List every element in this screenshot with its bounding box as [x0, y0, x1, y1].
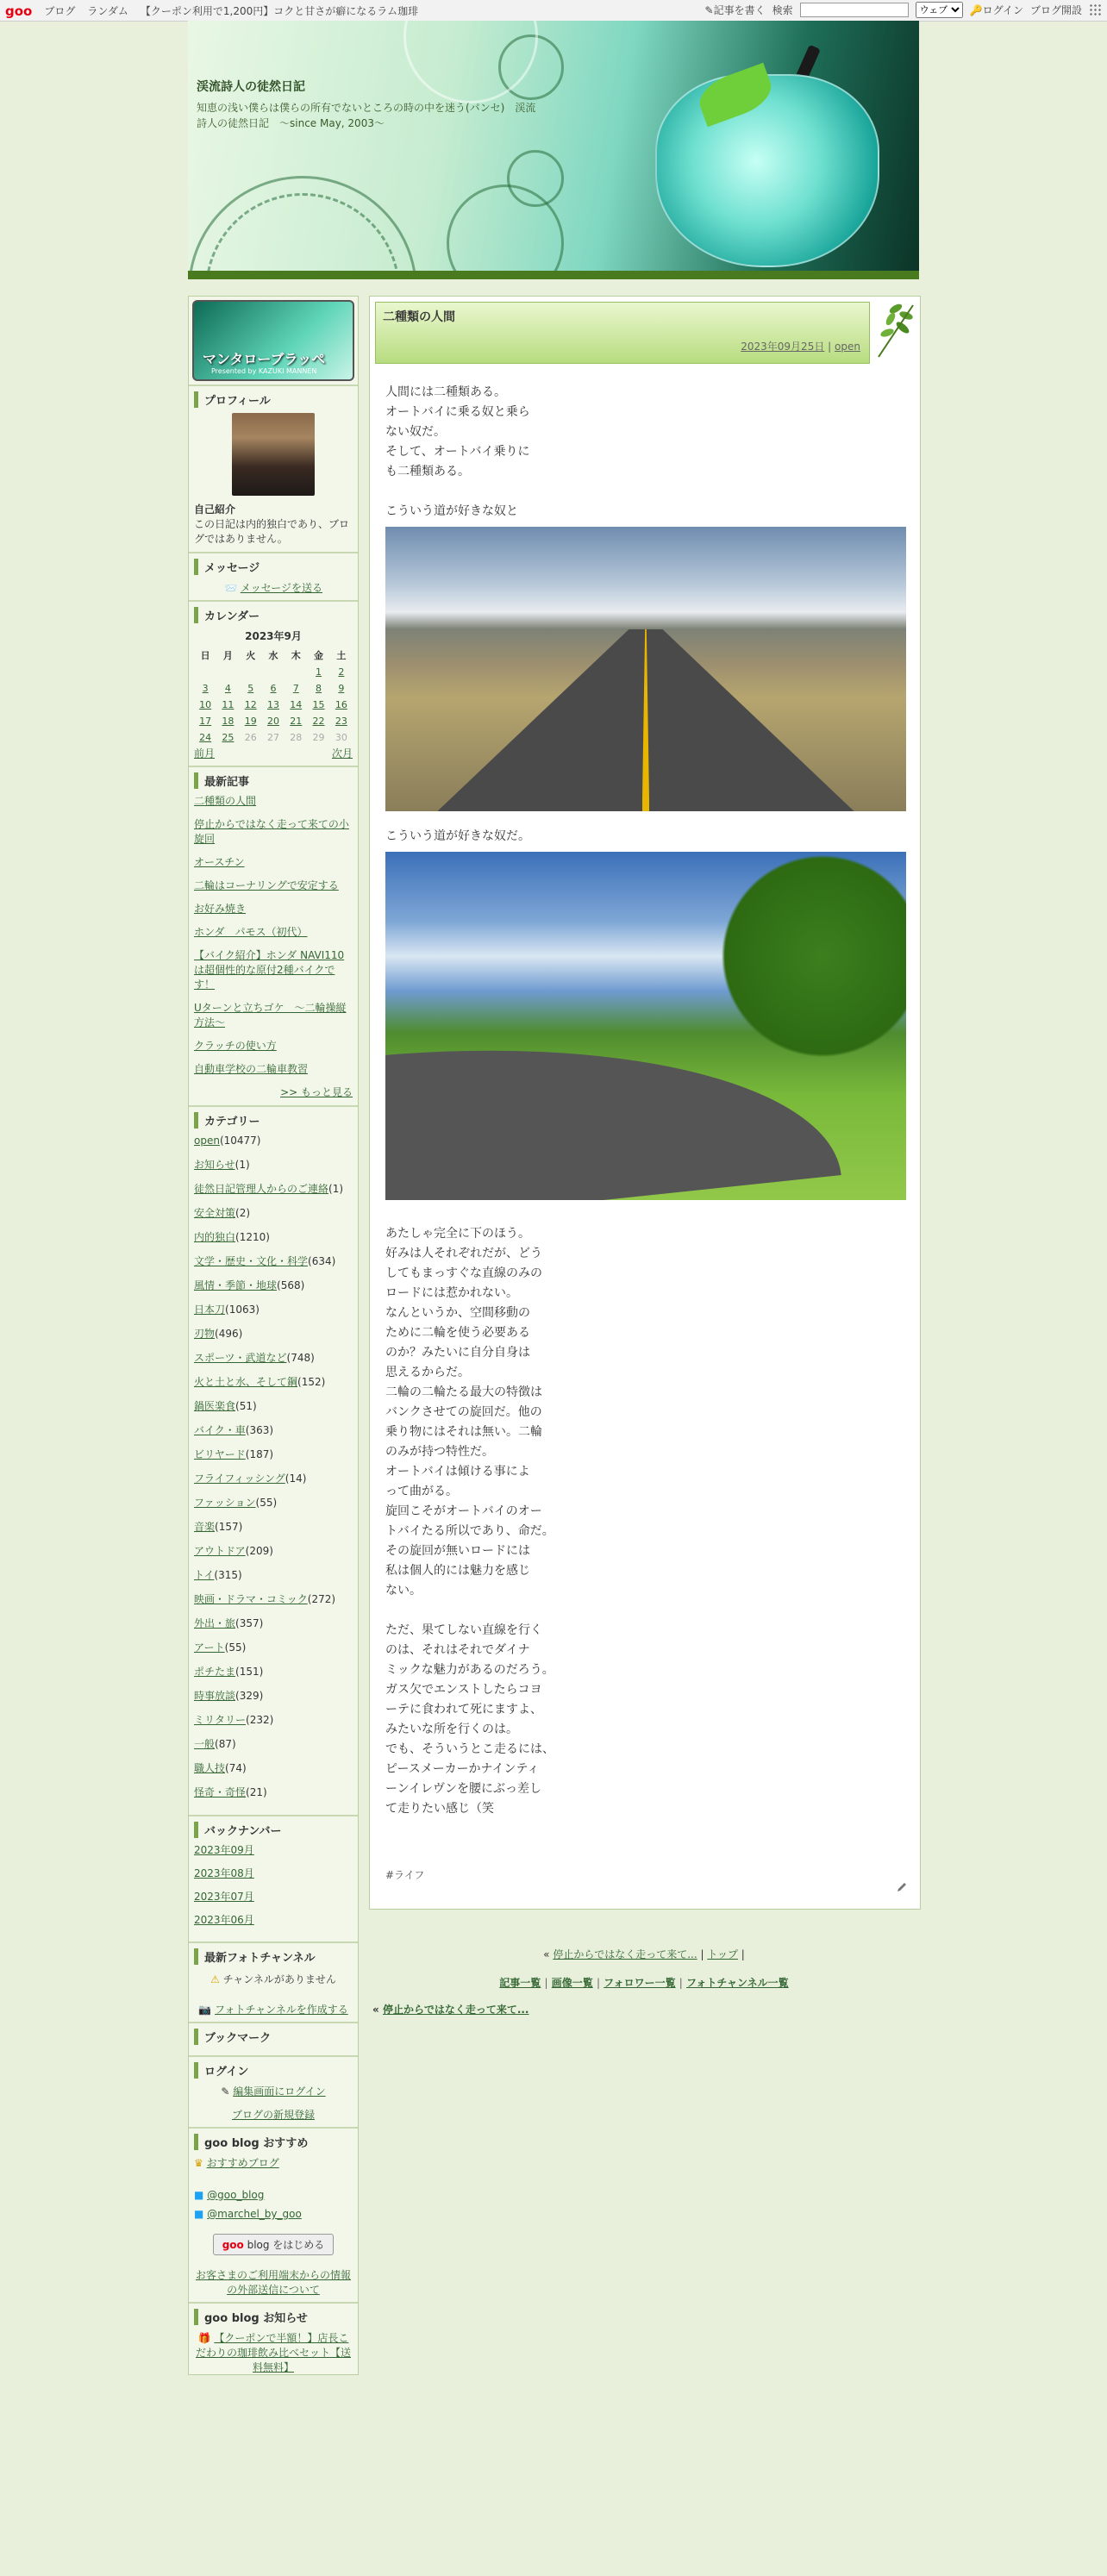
category-count: (272): [307, 1593, 336, 1605]
photo-channel-box: [189, 1941, 358, 2022]
backnumber-link[interactable]: 2023年07月: [194, 1891, 254, 1903]
calendar-day[interactable]: 4: [224, 683, 231, 694]
entry-text: 乗り物にはそれは無い。二輪: [385, 1425, 542, 1439]
category-item: [194, 1568, 353, 1583]
category-count: (496): [215, 1328, 243, 1340]
category-item: [194, 1713, 353, 1728]
category-item: [194, 1544, 353, 1559]
entry-text: ない奴だ。: [385, 425, 446, 439]
recent-post-link[interactable]: 自動車学校の二輪車教習: [194, 1063, 309, 1075]
calendar-day[interactable]: 22: [312, 716, 325, 727]
gift-icon: 🎁: [197, 2332, 211, 2344]
category-item: [194, 1230, 353, 1245]
goo-logo[interactable]: goo: [5, 3, 33, 19]
calendar-day[interactable]: 25: [222, 732, 235, 743]
category-count: (14): [285, 1472, 307, 1485]
calendar-day: 27: [266, 732, 279, 743]
recent-post-link[interactable]: ホンダ パモス（初代）: [194, 926, 308, 938]
calendar-day[interactable]: 21: [290, 716, 303, 727]
calendar-day: 30: [335, 732, 347, 743]
calendar-caption: 2023年9月: [245, 630, 302, 642]
category-link[interactable]: 徒然日記管理人からのご連絡: [194, 1183, 329, 1195]
pen-icon: ✎: [221, 2085, 230, 2098]
calendar-table: [194, 647, 353, 746]
category-item: [194, 1254, 353, 1269]
calendar-heading: カレンダー: [194, 607, 353, 623]
self-intro-label: 自己紹介: [194, 503, 236, 516]
topbar-link-ad[interactable]: 【クーポン利用で1,200円】コクと甘さが癖になるラム珈琲: [140, 5, 419, 17]
calendar-day[interactable]: 1: [316, 666, 322, 678]
recommended-blogs-link[interactable]: おすすめブログ: [206, 2157, 279, 2169]
weekday: 金: [314, 650, 324, 661]
external-transmission-link[interactable]: お客さまのご利用端末からの情報の外部送信について: [195, 2269, 351, 2296]
calendar-day: 28: [290, 732, 303, 743]
category-count: (10477): [219, 1135, 261, 1147]
start-goo-blog-button[interactable]: goo blog をはじめる: [213, 2234, 335, 2255]
entry-tag[interactable]: #ライフ: [385, 1869, 425, 1881]
category-link[interactable]: 一般: [194, 1738, 216, 1750]
entry-text: なんというか、空間移動の: [385, 1306, 530, 1320]
category-item: [194, 1279, 353, 1293]
prev-article: « 停止からではなく走って来て...: [372, 2004, 529, 2016]
category-count: (232): [246, 1714, 274, 1726]
category-count: (357): [235, 1617, 264, 1629]
weekday: 火: [246, 650, 256, 661]
recent-post-link[interactable]: 停止からではなく走って来ての小旋回: [194, 818, 349, 845]
category-count: (74): [225, 1762, 247, 1774]
category-item: [194, 1327, 353, 1341]
open-blog-link[interactable]: ブログ開設: [1029, 4, 1082, 16]
topbar-link-blog[interactable]: ブログ: [44, 5, 76, 17]
straight-road-photo[interactable]: [385, 527, 906, 811]
no-channel-text: チャンネルがありません: [222, 1973, 336, 1985]
create-photo-channel-link[interactable]: フォトチャンネルを作成する: [215, 2004, 348, 2016]
entry-text: ない。: [385, 1584, 422, 1597]
calendar-next-link[interactable]: 次月: [331, 747, 353, 760]
entry-text: ーンイレヴンを腰にぶっ差し: [385, 1782, 542, 1796]
recent-post-link[interactable]: 二輪はコーナリングで安定する: [194, 879, 339, 891]
category-count: (1063): [225, 1304, 260, 1316]
category-count: (51): [235, 1400, 257, 1412]
weekday: 日: [200, 650, 210, 661]
calendar-day: 26: [244, 732, 257, 743]
category-link[interactable]: open: [194, 1135, 220, 1147]
entry-text: バンクさせての旋回だ。他の: [385, 1405, 542, 1419]
shaved-ice-glass-image: [655, 74, 879, 267]
calendar-day[interactable]: 18: [222, 716, 235, 727]
category-link[interactable]: アート: [194, 1641, 225, 1654]
entry-text: 好みは人それぞれだが、どう: [385, 1247, 542, 1260]
calendar-box: [189, 600, 358, 766]
category-link[interactable]: ビリヤード: [194, 1448, 246, 1460]
entry-text: ために二輪を使う必要ある: [385, 1326, 530, 1340]
category-count: (21): [246, 1786, 267, 1798]
backnumber-link[interactable]: 2023年06月: [194, 1914, 254, 1926]
leaf-corner-icon: [861, 297, 916, 360]
pencil-icon: ✎: [704, 4, 714, 16]
entry-text: あたしゃ完全に下のほう。: [385, 1227, 530, 1241]
category-link[interactable]: ミリタリー: [194, 1714, 247, 1726]
calendar-day[interactable]: 12: [244, 699, 257, 710]
entry-text: ーテに食われて死にますよ、: [385, 1703, 542, 1716]
pager-top-link[interactable]: トップ: [707, 1948, 738, 1960]
calendar-day: 29: [312, 732, 325, 743]
category-count: (187): [245, 1448, 274, 1460]
send-message-link[interactable]: メッセージを送る: [240, 582, 323, 594]
weekday: 土: [336, 650, 347, 661]
envelope-icon: 📨: [223, 582, 237, 594]
category-link[interactable]: 火と土と水、そして鋼: [194, 1376, 298, 1388]
calendar-day[interactable]: 19: [244, 716, 257, 727]
entry-text: オートバイに乗る奴と乗ら: [385, 405, 530, 419]
twitter-icon: ■: [194, 2189, 204, 2201]
twitter-goo-blog-link[interactable]: @goo_blog: [207, 2189, 265, 2201]
blog-header: [188, 21, 919, 279]
category-link[interactable]: 鍋医楽食: [194, 1400, 236, 1412]
category-item: [194, 1206, 353, 1221]
calendar-prev-link[interactable]: 前月: [194, 747, 216, 760]
pager: « 停止からではなく走って来て... | トップ |: [543, 1948, 745, 1960]
category-count: (315): [214, 1569, 242, 1581]
categories-box: [189, 1105, 358, 1815]
category-count: (157): [215, 1521, 243, 1533]
entry-text: 人間には二種類ある。: [385, 385, 506, 399]
recent-posts-heading: 最新記事: [194, 772, 353, 789]
entry-text: 二輪の二輪たる最大の特徴は: [385, 1385, 542, 1399]
weekday: 木: [291, 650, 301, 661]
entry-text: ミックな魅力があるのだろう。: [385, 1663, 554, 1677]
backnumber-link[interactable]: 2023年09月: [194, 1844, 254, 1856]
entry-box: [369, 296, 921, 1910]
category-item: [194, 1423, 353, 1438]
self-intro-text: この日記は内的独白であり、ブログではありません。: [194, 518, 350, 545]
category-item: [194, 1375, 353, 1390]
entry-meta: 2023年09月25日 | open: [741, 341, 860, 353]
entry-text: ただ、果てしない直線を行く: [385, 1623, 542, 1637]
calendar-day[interactable]: 7: [292, 683, 299, 694]
recent-post-link[interactable]: 二種類の人間: [194, 795, 257, 807]
notice-box: [189, 2302, 358, 2374]
category-item: [194, 1641, 353, 1655]
entry-caption: こういう道が好きな奴だ。: [385, 829, 530, 843]
category-count: (2): [235, 1207, 251, 1219]
category-link[interactable]: 怪奇・奇怪: [194, 1786, 247, 1798]
category-count: (363): [245, 1424, 274, 1436]
message-box: [189, 552, 358, 600]
login-link[interactable]: 🔑ログイン: [969, 4, 1023, 16]
category-count: (87): [215, 1738, 236, 1750]
category-item: [194, 1447, 353, 1462]
blog-title[interactable]: 渓流詩人の徒然日記: [197, 80, 305, 94]
category-item: [194, 1134, 353, 1148]
entry-text: 思えるからだ。: [385, 1366, 470, 1379]
category-count: (568): [277, 1279, 305, 1291]
sidebar-logo-title: マンタローブラッペ: [203, 351, 326, 367]
category-item: [194, 1592, 353, 1607]
calendar-day[interactable]: 20: [266, 716, 279, 727]
entry-text: ガス欠でエンストしたらコヨ: [385, 1683, 542, 1697]
header-bottom-bar: [188, 271, 919, 279]
calendar-day[interactable]: 6: [270, 683, 277, 694]
search-label: 検索: [772, 4, 793, 16]
calendar-day[interactable]: 17: [199, 716, 212, 727]
calendar-day[interactable]: 8: [316, 683, 322, 694]
entry-text: そして、オートバイ乗りに: [385, 445, 530, 459]
calendar-day[interactable]: 5: [247, 683, 254, 694]
message-heading: メッセージ: [194, 559, 353, 575]
recommend-box: [189, 2127, 358, 2302]
calendar-day[interactable]: 15: [312, 699, 325, 710]
category-link[interactable]: 映画・ドラマ・コミック: [194, 1593, 308, 1605]
search-scope-select[interactable]: [916, 2, 963, 18]
category-link[interactable]: 風情・季節・地球: [194, 1279, 278, 1291]
notice-heading: goo blog お知らせ: [194, 2309, 353, 2325]
write-article-link[interactable]: ✎記事を書く: [704, 4, 766, 16]
calendar-day[interactable]: 2: [338, 666, 345, 678]
category-item: [194, 1351, 353, 1366]
calendar-day[interactable]: 13: [266, 699, 279, 710]
entry-text: のは、それはそれでダイナ: [385, 1643, 530, 1657]
winding-road-photo[interactable]: [385, 852, 906, 1200]
entry-text: のみが持つ特性だ。: [385, 1445, 494, 1459]
bookmark-heading: ブックマーク: [194, 2029, 353, 2045]
profile-box: [189, 385, 358, 552]
sidebar-logo-sub: Presented by KAZUKI MANNEN: [211, 367, 317, 375]
category-item: [194, 1520, 353, 1535]
category-link[interactable]: トイ: [194, 1569, 215, 1581]
category-link[interactable]: 刃物: [194, 1328, 216, 1340]
warning-icon: ⚠: [210, 1973, 220, 1985]
category-item: [194, 1182, 353, 1197]
category-count: (1): [235, 1159, 250, 1171]
follower-list-link[interactable]: フォロワー一覧: [604, 1977, 676, 1989]
search-input[interactable]: [800, 3, 909, 17]
category-item: [194, 1616, 353, 1631]
category-count: (55): [224, 1641, 247, 1654]
entry-text: みたいな所を行くのは。: [385, 1723, 518, 1736]
topbar-link-random[interactable]: ランダム: [87, 5, 128, 17]
category-link[interactable]: 日本刀: [194, 1304, 226, 1316]
category-link[interactable]: 音楽: [194, 1521, 216, 1533]
more-posts-link[interactable]: >> もっと見る: [280, 1086, 353, 1098]
pager-prev-link[interactable]: 停止からではなく走って来て...: [553, 1948, 697, 1960]
edit-pencil-icon[interactable]: [896, 1881, 908, 1893]
photo-channel-list-link[interactable]: フォトチャンネル一覧: [686, 1977, 789, 1989]
recent-post-link[interactable]: クラッチの使い方: [194, 1040, 277, 1052]
entry-text: ロードには惹かれない。: [385, 1286, 518, 1300]
login-heading: ログイン: [194, 2062, 353, 2079]
category-item: [194, 1665, 353, 1679]
weekday: 水: [268, 650, 278, 661]
category-link[interactable]: ポチたま: [194, 1666, 236, 1678]
entry-body: [385, 383, 903, 1819]
entry-text: その旋回が無いロードには: [385, 1544, 530, 1558]
category-count: (329): [235, 1690, 264, 1702]
category-link[interactable]: 内的独白: [194, 1231, 236, 1243]
category-link[interactable]: 文学・歴史・文化・科学: [194, 1255, 309, 1267]
entry-caption: こういう道が好きな奴と: [385, 504, 518, 518]
backnumber-heading: バックナンバー: [194, 1822, 353, 1838]
bottom-links: 記事一覧 | 画像一覧 | フォロワー一覧 | フォトチャンネル一覧: [499, 1977, 789, 1989]
category-item: [194, 1496, 353, 1510]
entry-text: 旋回こそがオートバイのオー: [385, 1504, 542, 1518]
category-link[interactable]: アウトドア: [194, 1545, 246, 1557]
recommend-heading: goo blog おすすめ: [194, 2134, 353, 2150]
recent-post-link[interactable]: Uターンと立ちゴケ 〜二輪操縦方法〜: [194, 1002, 347, 1029]
register-blog-link[interactable]: ブログの新規登録: [231, 2109, 315, 2121]
twitter-marchel-link[interactable]: @marchel_by_goo: [207, 2208, 302, 2220]
entry-text: 私は個人的には魅力を感じ: [385, 1564, 530, 1578]
category-item: [194, 1761, 353, 1776]
notice-link[interactable]: 【クーポンで半額！】店長こだわりの珈琲飲み比べセット【送料無料】: [195, 2332, 351, 2373]
category-link[interactable]: バイク・車: [194, 1424, 246, 1436]
category-count: (55): [255, 1497, 278, 1509]
recent-posts-box: [189, 766, 358, 1105]
avatar: [232, 413, 315, 496]
category-count: (1210): [235, 1231, 270, 1243]
entry-category-link[interactable]: open: [835, 341, 860, 353]
category-item: [194, 1399, 353, 1414]
entry-text: も二種類ある。: [385, 465, 470, 478]
sidebar: [188, 296, 359, 2375]
calendar-day[interactable]: 14: [290, 699, 303, 710]
category-item: [194, 1737, 353, 1752]
category-count: (634): [308, 1255, 336, 1267]
recent-post-link[interactable]: オースチン: [194, 856, 245, 868]
entry-text: してもまっすぐな直線のみの: [385, 1266, 542, 1280]
category-item: [194, 1303, 353, 1317]
calendar-day[interactable]: 9: [338, 683, 345, 694]
blog-description: 知恵の浅い僕らは僕らの所有でないところの時の中を迷う(パンセ) 渓流詩人の徒然日記 ～since May, 2003～: [197, 102, 536, 129]
category-count: (748): [286, 1352, 315, 1364]
backnumber-link[interactable]: 2023年08月: [194, 1867, 254, 1879]
recent-post-link[interactable]: お好み焼き: [194, 903, 247, 915]
crown-icon: ♛: [194, 2157, 203, 2169]
calendar-day[interactable]: 11: [222, 699, 235, 710]
bookmark-box: [189, 2022, 358, 2055]
entry-title: 二種類の人間: [383, 310, 455, 324]
weekday: 月: [222, 650, 233, 661]
article-list-link[interactable]: 記事一覧: [499, 1977, 541, 1989]
entry-date-link[interactable]: 2023年09月25日: [741, 341, 825, 353]
login-box: [189, 2055, 358, 2127]
category-link[interactable]: スポーツ・武道など: [194, 1352, 287, 1364]
category-item: [194, 1785, 353, 1800]
calendar-day[interactable]: 3: [202, 683, 209, 694]
entry-text: のか？みたいに自分自身は: [385, 1346, 530, 1360]
calendar-day[interactable]: 23: [335, 716, 347, 727]
category-item: [194, 1158, 353, 1172]
camera-icon: 📷: [198, 2004, 212, 2016]
entry-text: て走りたい感じ（笑: [385, 1802, 494, 1816]
category-link[interactable]: ファッション: [194, 1497, 256, 1509]
image-list-link[interactable]: 画像一覧: [551, 1977, 593, 1989]
entry-text: って曲がる。: [385, 1485, 458, 1498]
entry-text: トバイたる所以であり、命だ。: [385, 1524, 554, 1538]
category-link[interactable]: フライフィッシング: [194, 1472, 285, 1485]
entry-text: オートバイは傾ける事によ: [385, 1465, 530, 1479]
category-item: [194, 1472, 353, 1486]
category-link[interactable]: 時事放談: [194, 1690, 236, 1702]
category-item: [194, 1689, 353, 1704]
twitter-icon: ■: [194, 2208, 204, 2220]
category-count: (151): [235, 1666, 264, 1678]
calendar-day[interactable]: 10: [199, 699, 212, 710]
apps-grid-icon[interactable]: [1089, 3, 1102, 16]
category-count: (152): [297, 1376, 326, 1388]
profile-heading: プロフィール: [194, 391, 353, 408]
entry-text: ピースメーカーかナインティ: [385, 1762, 540, 1776]
entry-header: [375, 302, 870, 364]
edit-login-link[interactable]: 編集画面にログイン: [233, 2085, 326, 2098]
photo-channel-heading: 最新フォトチャンネル: [194, 1948, 353, 1965]
category-count: (1): [328, 1183, 344, 1195]
calendar-day[interactable]: 24: [199, 732, 212, 743]
sidebar-logo[interactable]: [192, 300, 354, 381]
entry-text: でも、そういうとこ走るには、: [385, 1742, 554, 1756]
categories-heading: カテゴリー: [194, 1112, 353, 1129]
recent-post-link[interactable]: 【バイク紹介】ホンダ NAVI110は超個性的な原付2種バイクです！: [194, 949, 345, 991]
category-count: (209): [245, 1545, 273, 1557]
key-icon: 🔑: [969, 4, 983, 16]
category-link[interactable]: 安全対策: [194, 1207, 236, 1219]
calendar-day[interactable]: 16: [335, 699, 347, 710]
prev-article-link[interactable]: 停止からではなく走って来て...: [382, 2004, 529, 2016]
category-link[interactable]: 職人技: [194, 1762, 226, 1774]
backnumber-box: [189, 1815, 358, 1941]
category-link[interactable]: 外出・旅: [194, 1617, 236, 1629]
top-bar: [0, 0, 1107, 22]
category-link[interactable]: お知らせ: [194, 1159, 235, 1171]
